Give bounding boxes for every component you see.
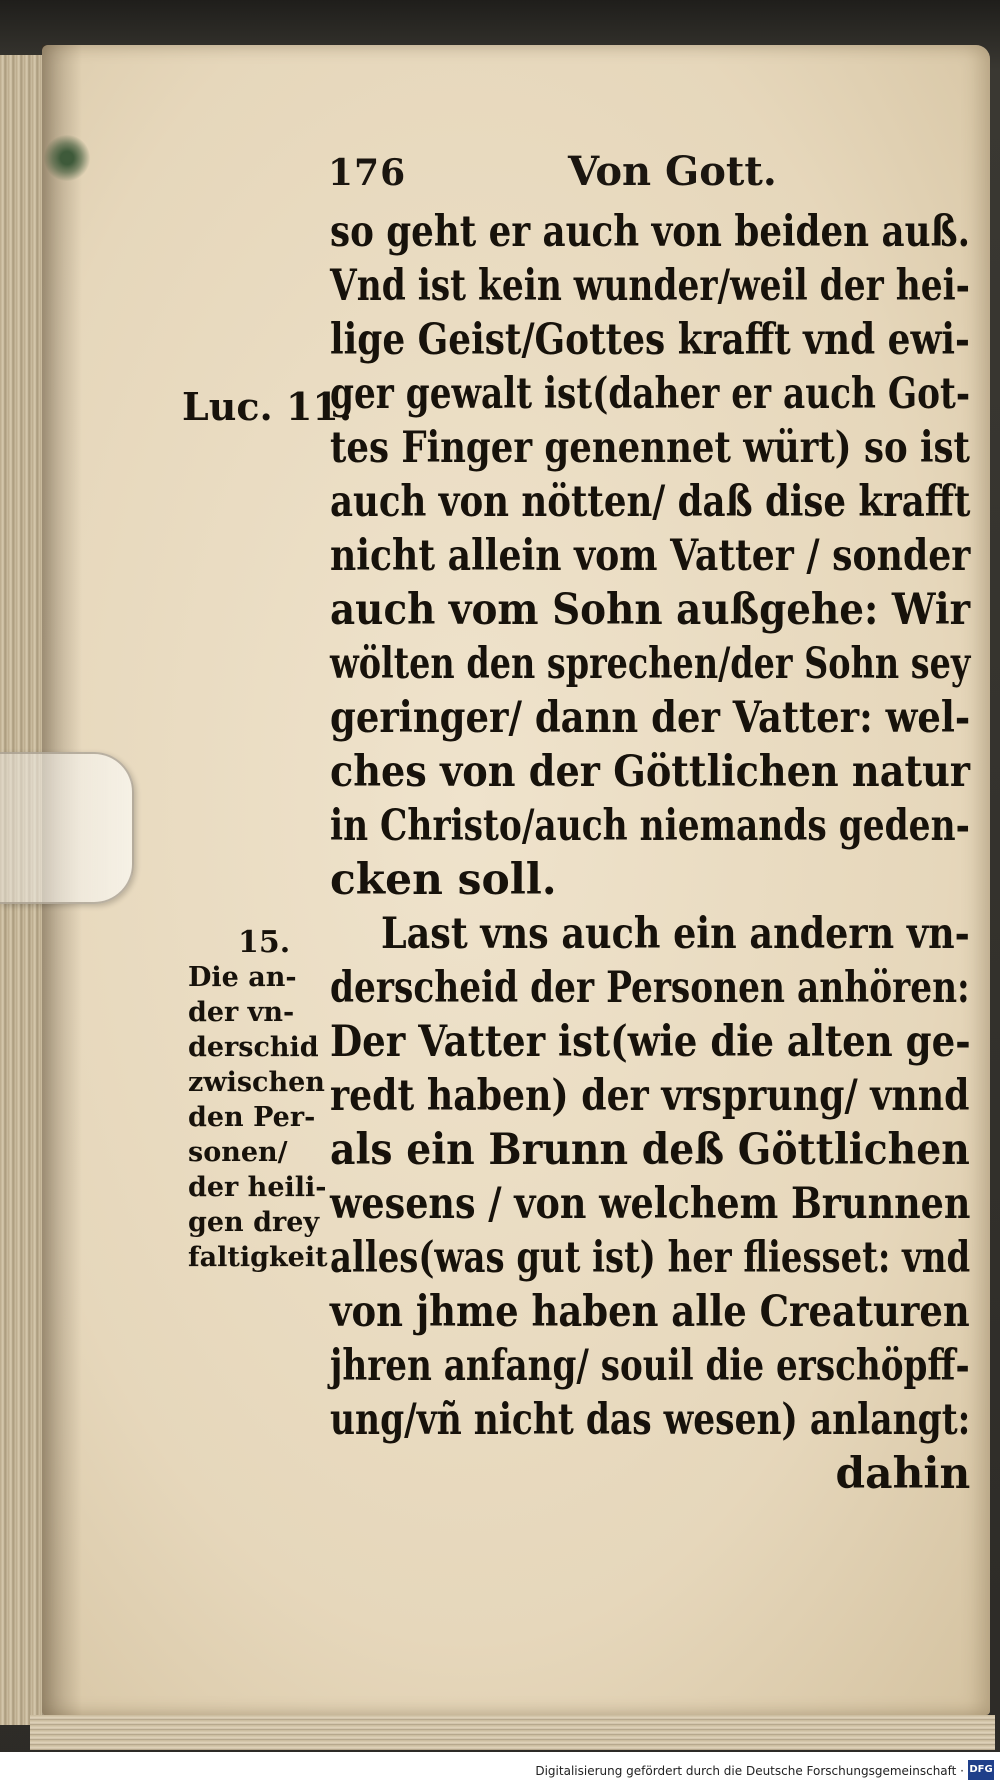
text-line: Last vns auch ein andern vn-: [380, 909, 970, 959]
text-line: cken soll.: [330, 855, 557, 905]
running-title: Von Gott.: [568, 148, 777, 195]
page-number: 176: [328, 152, 407, 194]
text-line: ches von der Göttlichen natur: [330, 747, 970, 797]
text-line: auch vom Sohn außgehe: Wir: [330, 585, 971, 635]
margin-note-line: gen drey: [188, 1207, 320, 1238]
text-line: ung/vñ nicht das wesen) anlangt:: [330, 1395, 971, 1445]
margin-note-line: zwischen: [188, 1067, 325, 1098]
text-line: Vnd ist kein wunder/weil der hei-: [330, 261, 970, 311]
text-line: so geht er auch von beiden auß.: [330, 207, 970, 257]
text-line: ger gewalt ist(daher er auch Got-: [330, 369, 971, 419]
text-line: jhren anfang/ souil die erschöpff-: [330, 1341, 970, 1391]
margin-note-line: faltigkeit: [188, 1242, 328, 1273]
text-line: geringer/ dann der Vatter: wel-: [330, 693, 971, 743]
text-line: nicht allein vom Vatter / sonder: [330, 531, 971, 581]
text-line: wesens / von welchem Brunnen: [330, 1179, 971, 1229]
margin-note-line: der heili-: [188, 1172, 327, 1203]
text-line: redt haben) der vrsprung/ vnnd: [330, 1071, 970, 1121]
text-line: in Christo/auch niemands geden-: [330, 801, 970, 851]
page-stack-bottom: [30, 1715, 995, 1750]
digitization-credit: Digitalisierung gefördert durch die Deutsche Forschungsgemeinschaft ·: [535, 1764, 964, 1778]
margin-note-line: sonen/: [188, 1137, 288, 1168]
section-number: 15.: [238, 925, 291, 960]
text-line: derscheid der Personen anhören:: [330, 963, 970, 1013]
page-clip: [0, 752, 134, 904]
catchword: dahin: [835, 1449, 971, 1499]
text-line: als ein Brunn deß Göttlichen: [330, 1125, 970, 1175]
running-head: [328, 148, 888, 204]
margin-note: [188, 925, 338, 1275]
dfg-logo: DFG: [968, 1760, 994, 1780]
library-stamp-mark: [44, 135, 90, 181]
margin-note-line: den Per-: [188, 1102, 316, 1133]
text-line: lige Geist/Gottes krafft vnd ewi-: [330, 315, 970, 365]
margin-note-line: derschid: [188, 1032, 319, 1063]
margin-reference: Luc. 11.: [182, 384, 353, 429]
text-line: Der Vatter ist(wie die alten ge-: [330, 1017, 971, 1067]
text-line: wölten den sprechen/der Sohn sey: [330, 639, 971, 689]
text-line: auch von nötten/ daß dise krafft: [330, 477, 971, 527]
text-line: von jhme haben alle Creaturen: [330, 1287, 970, 1337]
text-line: tes Finger genennet würt) so ist: [330, 423, 970, 473]
margin-note-line: der vn-: [188, 997, 295, 1028]
text-line: alles(was gut ist) her fliesset: vnd: [330, 1233, 971, 1283]
margin-note-line: Die an-: [188, 962, 297, 993]
body-text: [330, 205, 980, 1501]
